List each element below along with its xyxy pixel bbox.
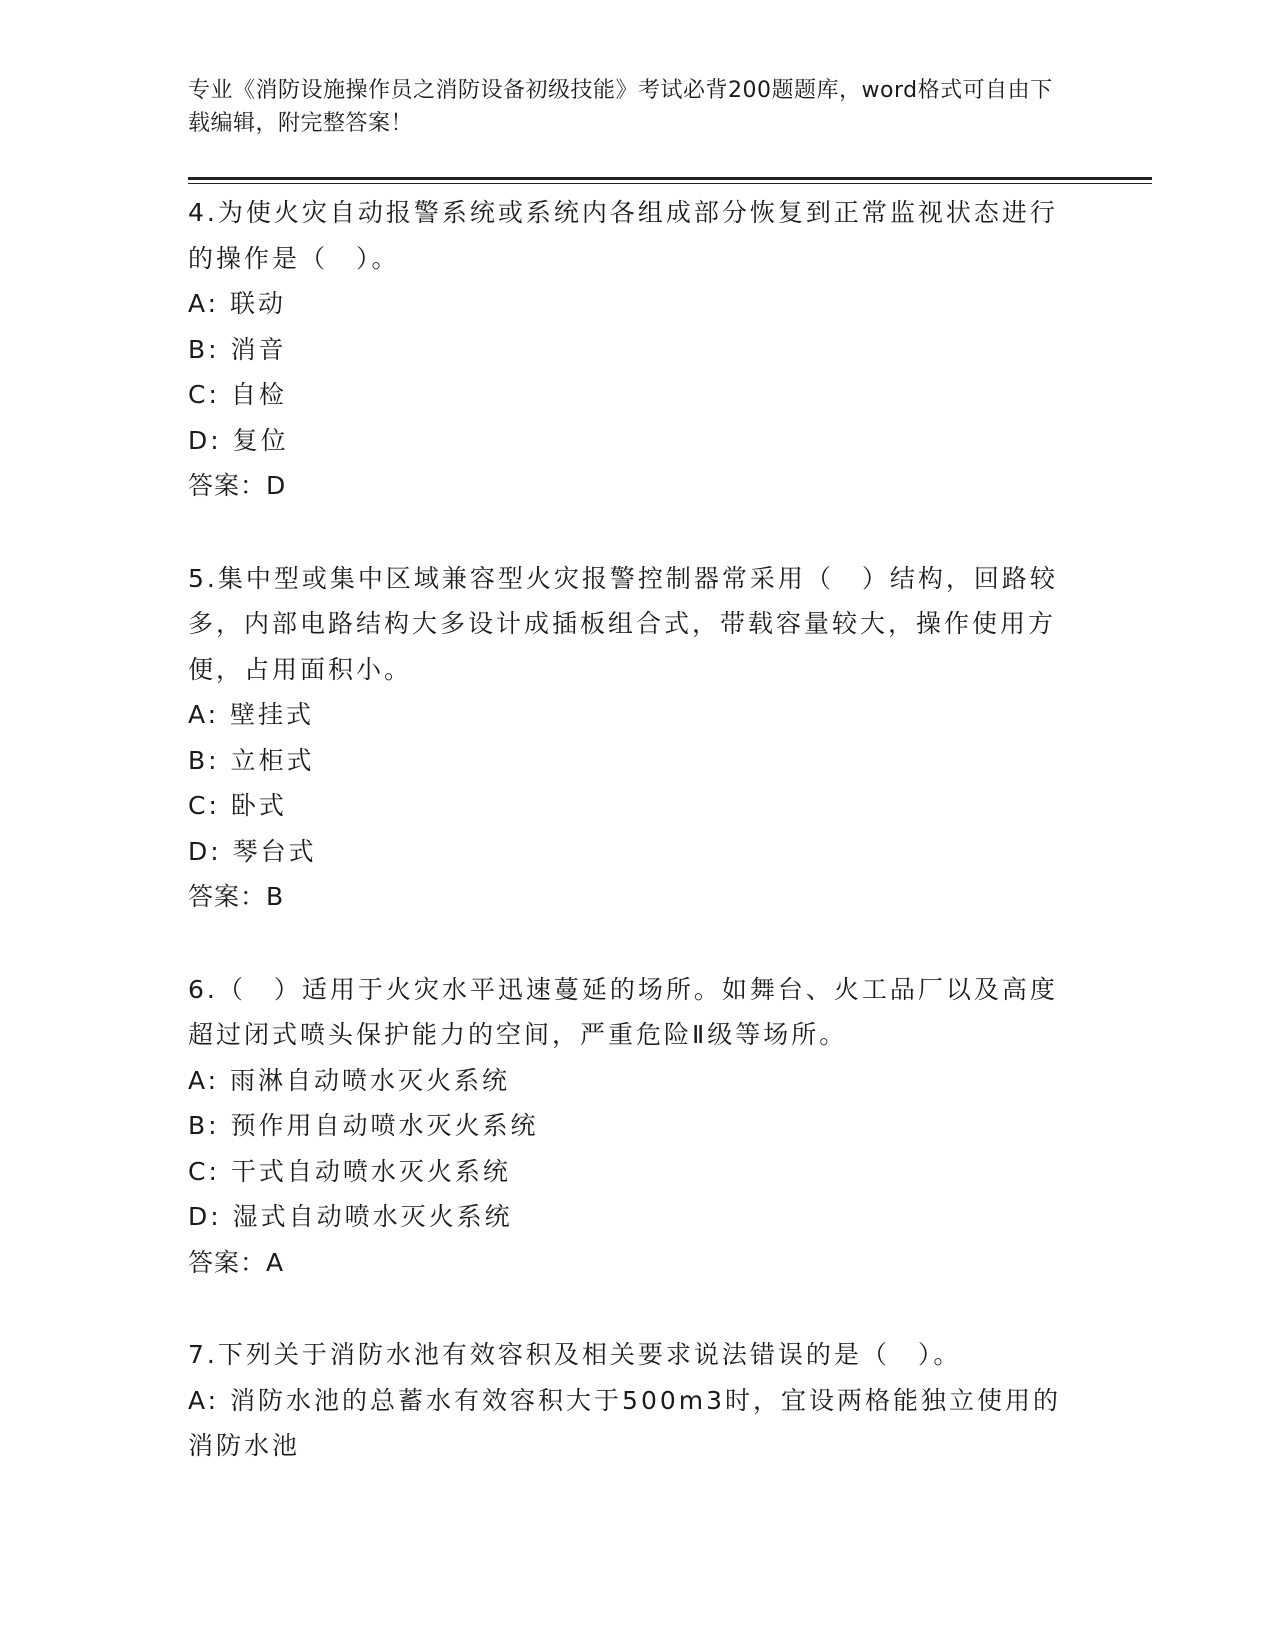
header-divider-thick (188, 177, 1152, 180)
option-a: A: 消防水池的总蓄水有效容积大于500m3时，宜设两格能独立使用的消防水池 (188, 1385, 1062, 1460)
question-stem: 4.为使火灾自动报警系统或系统内各组成部分恢复到正常监视状态进行的操作是（ ）。 (188, 198, 1058, 273)
option-c: C: 干式自动喷水灭火系统 (188, 1156, 511, 1186)
option-d: D: 复位 (188, 425, 289, 455)
question-stem: 6.（ ）适用于火灾水平迅速蔓延的场所。如舞台、火工品厂以及高度超过闭式喷头保护能力的空间，严重危险Ⅱ级等场所。 (188, 974, 1058, 1049)
option-b: B: 立柜式 (188, 745, 315, 775)
option-c: C: 自检 (188, 380, 287, 409)
question-stem: 5.集中型或集中区域兼容型火灾报警控制器常采用（ ）结构，回路较多，内部电路结构大多设计成插板组合式，带载容量较大，操作使用方便，占用面积小。 (188, 563, 1058, 684)
question-list (188, 190, 1068, 1516)
question-5 (188, 556, 1068, 920)
option-d: D: 琴台式 (188, 836, 317, 866)
document-header: 专业《消防设施操作员之消防设备初级技能》考试必背200题题库，word格式可自由下载编辑，附完整答案！ (188, 78, 1053, 136)
option-d: D: 湿式自动喷水灭火系统 (188, 1202, 513, 1231)
question-6 (188, 967, 1068, 1286)
option-b: B: 预作用自动喷水灭火系统 (188, 1111, 539, 1140)
option-a: A: 雨淋自动喷水灭火系统 (188, 1065, 511, 1095)
question-4 (188, 190, 1068, 509)
header-divider-thin (188, 183, 1152, 184)
question-7 (188, 1332, 1068, 1469)
option-c: C: 卧式 (188, 791, 287, 820)
question-stem: 7.下列关于消防水池有效容积及相关要求说法错误的是（ ）。 (188, 1340, 962, 1369)
answer-line: 答案：A (188, 1247, 285, 1277)
option-a: A: 联动 (188, 289, 287, 318)
answer-line: 答案：B (188, 882, 285, 911)
answer-line: 答案：D (188, 471, 287, 500)
option-b: B: 消音 (188, 334, 287, 364)
option-a: A: 壁挂式 (188, 700, 315, 729)
